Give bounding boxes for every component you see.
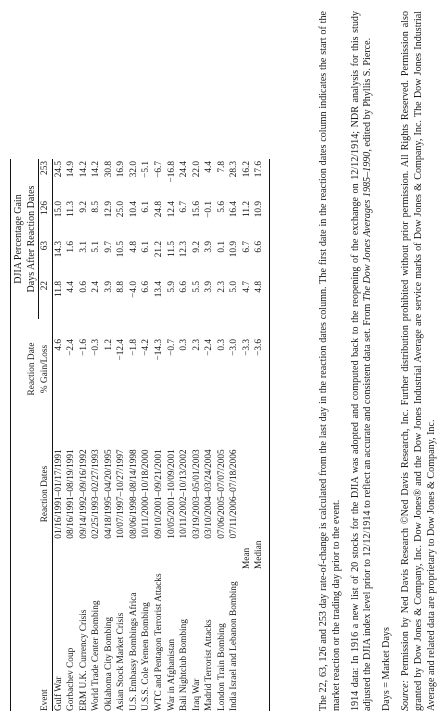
table-row bbox=[90, 159, 103, 711]
gain-126: 11.3 bbox=[66, 201, 77, 217]
median-63: 6.6 bbox=[254, 241, 265, 253]
gain-126: −0.1 bbox=[204, 201, 215, 218]
reaction-gain-loss: −2.4 bbox=[66, 339, 77, 356]
gain-126: 24.8 bbox=[154, 201, 165, 218]
days-126-header: 126 bbox=[39, 199, 53, 239]
gain-126: 6.1 bbox=[141, 201, 152, 213]
gain-63: 6.1 bbox=[141, 241, 152, 253]
gain-253: −6.7 bbox=[154, 161, 165, 178]
source-note bbox=[400, 11, 437, 711]
table-row bbox=[216, 159, 229, 711]
gain-22: 13.4 bbox=[154, 281, 165, 298]
median-126: 10.9 bbox=[254, 201, 265, 218]
event-name: World Trade Center Bombing bbox=[91, 600, 102, 711]
table-row bbox=[228, 159, 241, 711]
gain-126: 5.6 bbox=[216, 201, 227, 213]
table-row bbox=[52, 159, 65, 711]
reaction-gain-loss: −2.4 bbox=[204, 339, 215, 356]
gain-63: 10.5 bbox=[116, 241, 127, 258]
gain-63: 14.3 bbox=[53, 241, 64, 258]
reaction-gain-loss: −1.6 bbox=[78, 339, 89, 356]
table-row bbox=[140, 159, 153, 711]
gain-63: 3.1 bbox=[78, 241, 89, 253]
mean-253: 16.2 bbox=[241, 161, 252, 178]
reaction-gain-loss: −1.8 bbox=[128, 339, 139, 356]
days-note: Days = Market Days bbox=[381, 627, 393, 711]
reaction-gain-loss: 2.3 bbox=[191, 339, 202, 351]
median-gain-loss: −3.6 bbox=[254, 339, 265, 356]
gain-253: 30.8 bbox=[103, 161, 114, 178]
gain-63: 12.3 bbox=[179, 241, 190, 258]
gain-126: 16.4 bbox=[229, 201, 240, 218]
reaction-dates: 01/16/1991–01/17/1991 bbox=[53, 449, 64, 539]
gain-253: 24.4 bbox=[179, 161, 190, 178]
table-notes bbox=[318, 11, 437, 711]
event-name: Oklahoma City Bombing bbox=[103, 617, 114, 711]
reaction-date-header-line2: % Gain/Loss bbox=[39, 319, 53, 419]
days-253-header: 253 bbox=[39, 159, 53, 199]
reaction-dates: 03/19/2003–05/01/2003 bbox=[191, 449, 202, 539]
reaction-dates: 04/18/1995–04/20/1995 bbox=[103, 449, 114, 539]
gain-253: 7.8 bbox=[216, 161, 227, 173]
data-note bbox=[350, 11, 376, 711]
gain-22: 2.3 bbox=[216, 281, 227, 293]
gain-22: 4.4 bbox=[66, 281, 77, 293]
gain-63: 5.1 bbox=[91, 241, 102, 253]
gain-63: 0.1 bbox=[216, 241, 227, 253]
mean-gain-loss: −3.3 bbox=[241, 339, 252, 356]
gain-22: 3.9 bbox=[103, 281, 114, 293]
gain-253: 16.9 bbox=[116, 161, 127, 178]
gain-22: 3.9 bbox=[204, 281, 215, 293]
reaction-dates: 10/07/1997–10/27/1997 bbox=[116, 449, 127, 539]
reaction-dates: 08/16/1991–08/19/1991 bbox=[66, 449, 77, 539]
event-name: U.S. Embassy Bombings Africa bbox=[128, 592, 139, 711]
reaction-dates: 10/05/2001–10/09/2001 bbox=[166, 449, 177, 539]
median-row bbox=[253, 159, 266, 711]
gain-63: 9.2 bbox=[191, 241, 202, 253]
table-row bbox=[115, 159, 128, 711]
gain-63: 1.6 bbox=[66, 241, 77, 253]
reaction-dates: 09/14/1992–09/16/1992 bbox=[78, 449, 89, 539]
gain-126: 12.4 bbox=[166, 201, 177, 218]
reaction-dates-column-header: Reaction Dates bbox=[39, 419, 53, 569]
table-body bbox=[52, 159, 269, 711]
gain-22: 5.9 bbox=[166, 281, 177, 293]
mean-label: Mean bbox=[241, 547, 252, 569]
gain-63: 9.7 bbox=[103, 241, 114, 253]
gain-22: 5.0 bbox=[229, 281, 240, 293]
gain-126: 25.0 bbox=[116, 201, 127, 218]
mean-row bbox=[241, 159, 254, 711]
data-note-end: , edited by Phyllis S. Pierce. bbox=[362, 37, 374, 152]
event-name: India Israel and Lebanon Bombing bbox=[229, 581, 240, 711]
event-name: Gulf War bbox=[53, 676, 64, 711]
gain-253: 14.9 bbox=[66, 161, 77, 178]
event-name: War in Afghanistan bbox=[166, 638, 177, 711]
gain-253: −5.1 bbox=[141, 161, 152, 178]
table-row bbox=[203, 159, 216, 711]
gain-22: 2.4 bbox=[91, 281, 102, 293]
table-row bbox=[103, 159, 116, 711]
median-253: 17.6 bbox=[254, 161, 265, 178]
event-name: Bali Nightclub Bombing bbox=[179, 619, 190, 711]
table-row bbox=[153, 159, 166, 711]
reaction-gain-loss: −14.3 bbox=[154, 339, 165, 361]
mean-63: 6.7 bbox=[241, 241, 252, 253]
gain-253: 24.5 bbox=[53, 161, 64, 178]
event-name: WTC and Pentagon Terrorist Attacks bbox=[154, 573, 165, 711]
gain-126: 9.2 bbox=[78, 201, 89, 213]
gain-22: 11.8 bbox=[53, 281, 64, 297]
table-row bbox=[128, 159, 141, 711]
reaction-gain-loss: −0.3 bbox=[91, 339, 102, 356]
reaction-dates: 09/10/2001–09/21/2001 bbox=[154, 449, 165, 539]
djia-reaction-table bbox=[10, 159, 270, 711]
gain-253: 14.2 bbox=[78, 161, 89, 178]
median-22: 4.8 bbox=[254, 281, 265, 293]
gain-63: 21.2 bbox=[154, 241, 165, 258]
gain-253: 4.4 bbox=[204, 161, 215, 173]
reaction-dates: 07/06/2005–07/07/2005 bbox=[216, 449, 227, 539]
source-text: Permission by Ned Davis Research ©Ned Davis Research, Inc. Further distribution prohibited without prior permission. All Rights Reserved. Permission also granted by Dow Jones & Company, Inc. Dow Jones® and the Dow Jones Industrial Average are service marks of Dow Jones & Company, Inc. The Dow Jones Industrial Average and related data are proprietary to Dow Jones & Company, Inc. bbox=[399, 11, 437, 711]
djia-gain-header-line1: DJIA Percentage Gain bbox=[13, 194, 24, 284]
table-row bbox=[166, 159, 179, 711]
reaction-dates: 02/25/1993–02/27/1993 bbox=[91, 449, 102, 539]
days-63-header: 63 bbox=[39, 239, 53, 279]
reaction-date-header-line1: Reaction Date bbox=[27, 342, 38, 396]
event-name: Iraq War bbox=[191, 678, 202, 711]
data-note-text: 1914 data: In 1916 a new list of 20 stocks for the DJIA was adopted and computed back to the reopening of the exchange on 12/12/1914; NDR analysis for this study adjusted the DJIA index level prior to 12/12/1914 to reflect an accurate and consistent data set. From bbox=[349, 11, 374, 711]
gain-253: −16.8 bbox=[166, 161, 177, 183]
event-name: Gorbachev Coup bbox=[66, 647, 77, 711]
median-label: Median bbox=[254, 540, 265, 569]
gain-22: 6.6 bbox=[141, 281, 152, 293]
gain-22: −4.0 bbox=[128, 281, 139, 298]
event-column-header: Event bbox=[39, 569, 53, 711]
gain-22: 0.6 bbox=[78, 281, 89, 293]
event-name: U.S.S. Cole Yemen Bombing bbox=[141, 602, 152, 711]
book-title: The Dow Jones Averages 1985–1990 bbox=[362, 151, 374, 302]
reaction-gain-loss: 0.3 bbox=[216, 339, 227, 351]
mean-22: 4.7 bbox=[241, 281, 252, 293]
reaction-gain-loss: −0.7 bbox=[166, 339, 177, 356]
gain-126: 15.6 bbox=[191, 201, 202, 218]
event-name: Asian Stock Market Crisis bbox=[116, 612, 127, 711]
reaction-gain-loss: 0.3 bbox=[179, 339, 190, 351]
reaction-dates: 10/11/2002–10/13/2002 bbox=[179, 449, 190, 539]
table-row bbox=[191, 159, 204, 711]
reaction-gain-loss: −12.4 bbox=[116, 339, 127, 361]
table-row bbox=[178, 159, 191, 711]
days-22-header: 22 bbox=[39, 279, 53, 319]
event-name: London Train Bombing bbox=[216, 623, 227, 711]
gain-22: 6.6 bbox=[179, 281, 190, 293]
reaction-gain-loss: 4.6 bbox=[53, 339, 64, 351]
djia-gain-header-line2: Days After Reaction Dates bbox=[26, 159, 39, 319]
calculation-note: The 22, 63, 126 and 253 day rate-of-change is calculated from the last day in the reaction dates column. The first date in the reaction dates column indicates the start of the market reaction or the trading day prior to the event. bbox=[318, 11, 342, 711]
gain-63: 4.8 bbox=[128, 241, 139, 253]
reaction-gain-loss: −3.0 bbox=[229, 339, 240, 356]
gain-63: 10.9 bbox=[229, 241, 240, 258]
gain-126: 6.7 bbox=[179, 201, 190, 213]
reaction-dates: 03/10/2004–03/24/2004 bbox=[204, 449, 215, 539]
gain-126: 12.9 bbox=[103, 201, 114, 218]
gain-126: 8.5 bbox=[91, 201, 102, 213]
gain-253: 32.0 bbox=[128, 161, 139, 178]
event-name: ERM U.K. Currency Crisis bbox=[78, 609, 89, 711]
gain-126: 15.0 bbox=[53, 201, 64, 218]
reaction-gain-loss: −4.2 bbox=[141, 339, 152, 356]
table-row bbox=[65, 159, 78, 711]
reaction-dates: 10/11/2000–10/18/2000 bbox=[141, 449, 152, 539]
gain-253: 28.3 bbox=[229, 161, 240, 178]
reaction-gain-loss: 1.2 bbox=[103, 339, 114, 351]
table-row bbox=[78, 159, 91, 711]
gain-253: 14.2 bbox=[91, 161, 102, 178]
reaction-dates: 08/06/1998–08/14/1998 bbox=[128, 449, 139, 539]
reaction-dates: 07/11/2006–07/18/2006 bbox=[229, 449, 240, 539]
source-label: Source: bbox=[399, 679, 411, 711]
gain-126: 10.4 bbox=[128, 201, 139, 218]
gain-22: 8.8 bbox=[116, 281, 127, 293]
mean-126: 11.2 bbox=[241, 201, 252, 217]
gain-253: 22.0 bbox=[191, 161, 202, 178]
gain-63: 11.5 bbox=[166, 241, 177, 257]
gain-22: 5.5 bbox=[191, 281, 202, 293]
event-name: Madrid Terrorist Attacks bbox=[204, 619, 215, 711]
gain-63: 3.9 bbox=[204, 241, 215, 253]
